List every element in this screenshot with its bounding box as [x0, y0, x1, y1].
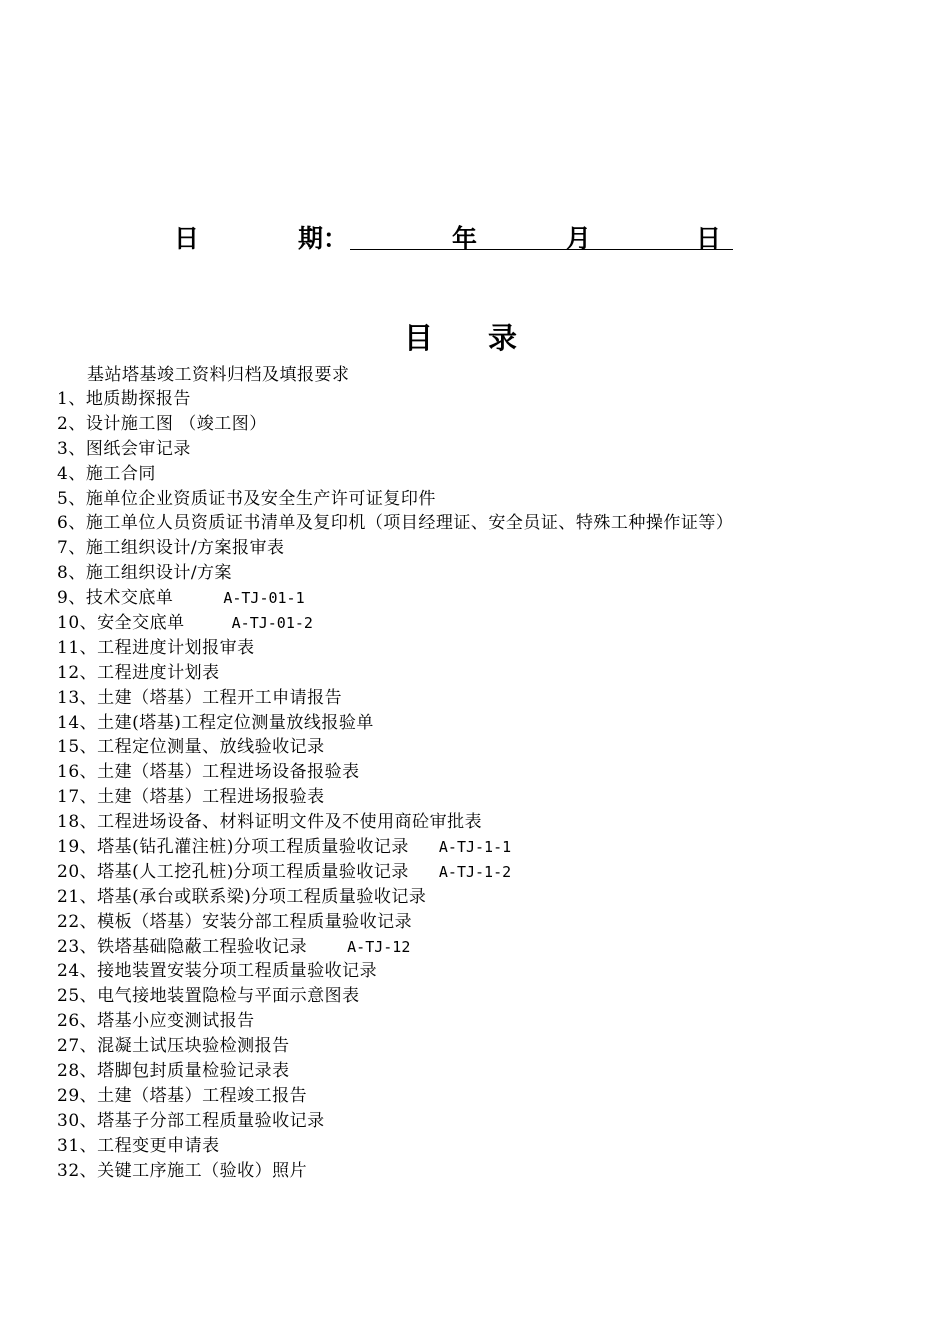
toc-item: [57, 835, 733, 860]
toc-item-form-code: A-TJ-01-1: [223, 589, 305, 608]
toc-item-separator: 、: [68, 463, 86, 484]
toc-item: [57, 636, 733, 661]
toc-item-number: 8: [57, 563, 69, 584]
toc-item-separator: 、: [79, 1036, 98, 1057]
toc-item-separator: 、: [79, 613, 98, 634]
toc-item-separator: 、: [79, 637, 98, 658]
toc-item: [57, 1084, 733, 1109]
toc-item: [57, 661, 733, 686]
toc-item-number: 12: [57, 662, 80, 683]
toc-item: [57, 1159, 733, 1184]
toc-item: [57, 785, 733, 810]
toc-item-separator: 、: [79, 861, 98, 882]
toc-item: [57, 437, 733, 462]
toc-item-text: 接地装置安装分项工程质量验收记录: [97, 961, 378, 982]
toc-item-text: 工程进度计划报审表: [97, 637, 255, 658]
toc-item-number: 28: [57, 1061, 80, 1082]
toc-item: [57, 561, 733, 586]
toc-item-separator: 、: [68, 438, 86, 459]
toc-item-separator: 、: [68, 488, 86, 509]
toc-item-text: 工程进场设备、材料证明文件及不使用商砼审批表: [97, 812, 483, 833]
toc-item: [57, 412, 733, 437]
toc-item-number: 22: [57, 911, 80, 932]
toc-intro: 基站塔基竣工资料归档及填报要求: [87, 365, 350, 385]
toc-item-number: 27: [57, 1036, 80, 1057]
toc-item-number: 18: [57, 812, 80, 833]
toc-item-text: 土建（塔基）工程竣工报告: [97, 1085, 308, 1106]
toc-item: [57, 935, 733, 960]
toc-item-text: 安全交底单: [97, 613, 185, 634]
date-label-period: 期：: [298, 224, 349, 253]
toc-item-number: 6: [57, 513, 69, 534]
toc-item-separator: 、: [79, 737, 98, 758]
toc-item-text: 塔基子分部工程质量验收记录: [97, 1110, 325, 1131]
toc-item-form-code: A-TJ-1-2: [438, 862, 512, 881]
toc-item-separator: 、: [79, 1011, 98, 1032]
toc-item-separator: 、: [79, 911, 98, 932]
toc-item: [57, 387, 733, 412]
toc-item-text: 图纸会审记录: [85, 438, 191, 459]
toc-item-separator: 、: [79, 1085, 98, 1106]
toc-item-form-code: A-TJ-1-1: [438, 838, 512, 857]
toc-item: [57, 959, 733, 984]
toc-item-separator: 、: [68, 588, 86, 609]
toc-item-text: 设计施工图 （竣工图）: [85, 413, 267, 434]
toc-item-number: 29: [57, 1085, 80, 1106]
toc-item-text: 施工单位人员资质证书清单及复印机（项目经理证、安全员证、特殊工种操作证等）: [85, 513, 734, 534]
toc-item: [57, 611, 733, 636]
toc-item-separator: 、: [79, 762, 98, 783]
toc-item-separator: 、: [79, 712, 98, 733]
toc-item: [57, 760, 733, 785]
toc-item: [57, 1009, 733, 1034]
toc-item-separator: 、: [68, 513, 86, 534]
toc-item: [57, 586, 733, 611]
toc-item-text: 混凝土试压块验检测报告: [97, 1036, 290, 1057]
toc-item: [57, 487, 733, 512]
toc-item-text: 地质勘探报告: [85, 389, 191, 409]
toc-item-number: 3: [57, 438, 69, 459]
toc-item-separator: 、: [79, 812, 98, 833]
toc-item-number: 4: [57, 463, 69, 484]
toc-item-separator: 、: [79, 936, 98, 957]
toc-item-form-code: A-TJ-01-2: [231, 614, 313, 633]
toc-item-number: 17: [57, 787, 80, 808]
toc-item-text: 土建（塔基）工程进场设备报验表: [97, 762, 360, 783]
toc-item-number: 26: [57, 1011, 80, 1032]
date-day: 日: [696, 224, 722, 253]
toc-item: [57, 686, 733, 711]
toc-item-text: 土建（塔基）工程进场报验表: [97, 787, 325, 808]
toc-item-number: 11: [57, 637, 80, 658]
toc-item-number: 23: [57, 936, 80, 957]
toc-item-text: 施工组织设计/方案: [85, 563, 233, 584]
toc-item-separator: 、: [79, 1135, 98, 1156]
toc-item-number: 24: [57, 961, 80, 982]
toc-item-text: 土建(塔基)工程定位测量放线报验单: [97, 712, 374, 733]
date-month: 月: [566, 224, 592, 253]
toc-item-number: 16: [57, 762, 80, 783]
toc-item-text: 塔基(人工挖孔桩)分项工程质量验收记录: [97, 861, 409, 882]
toc-item-text: 技术交底单: [85, 588, 174, 609]
toc-item-text: 塔基(钻孔灌注桩)分项工程质量验收记录: [97, 837, 409, 858]
toc-item-separator: 、: [79, 1160, 98, 1181]
toc-item-separator: 、: [79, 687, 98, 708]
toc-item-text: 施工组织设计/方案报审表: [85, 538, 285, 559]
toc-item: [57, 984, 733, 1009]
toc-item-number: 19: [57, 837, 80, 858]
date-year: 年: [452, 224, 478, 253]
toc-title: [0, 318, 950, 358]
toc-item: [57, 910, 733, 935]
toc-item-text: 工程定位测量、放线验收记录: [97, 737, 325, 758]
toc-item: [57, 1034, 733, 1059]
toc-item: [57, 1059, 733, 1084]
toc-item-number: 32: [57, 1160, 80, 1181]
toc-item: [57, 711, 733, 736]
toc-list: [57, 387, 733, 1184]
toc-item: [57, 1134, 733, 1159]
toc-item-number: 5: [57, 488, 69, 509]
toc-item-number: 7: [57, 538, 69, 559]
toc-item-text: 工程变更申请表: [97, 1135, 220, 1156]
toc-item-text: 模板（塔基）安装分部工程质量验收记录: [97, 911, 413, 932]
toc-item-separator: 、: [79, 961, 98, 982]
toc-item-separator: 、: [79, 1061, 98, 1082]
toc-item-number: 9: [57, 588, 69, 609]
toc-title-char-1: 目: [404, 321, 434, 355]
toc-item-separator: 、: [68, 413, 86, 434]
toc-item-number: 1: [57, 389, 69, 409]
toc-item-separator: 、: [79, 787, 98, 808]
toc-item-number: 31: [57, 1135, 80, 1156]
toc-item-separator: 、: [79, 1110, 98, 1131]
toc-item-separator: 、: [68, 538, 86, 559]
toc-item-number: 30: [57, 1110, 80, 1131]
toc-item-separator: 、: [68, 563, 86, 584]
toc-item-text: 关键工序施工（验收）照片: [97, 1160, 308, 1181]
toc-item-number: 2: [57, 413, 69, 434]
toc-item-number: 20: [57, 861, 80, 882]
date-label-day: 日: [174, 224, 200, 253]
toc-item-text: 塔基小应变测试报告: [97, 1011, 255, 1032]
date-underline: [350, 249, 733, 250]
toc-item-number: 15: [57, 737, 80, 758]
toc-item: [57, 511, 733, 536]
toc-title-char-2: 录: [488, 321, 518, 355]
toc-item-separator: 、: [79, 886, 98, 907]
toc-item: [57, 735, 733, 760]
toc-item: [57, 860, 733, 885]
toc-item-text: 电气接地装置隐检与平面示意图表: [97, 986, 360, 1007]
toc-item: [57, 536, 733, 561]
toc-item: [57, 810, 733, 835]
toc-item-number: 10: [57, 613, 80, 634]
toc-item-text: 施单位企业资质证书及安全生产许可证复印件: [85, 488, 436, 509]
toc-item-separator: 、: [79, 986, 98, 1007]
toc-item: [57, 885, 733, 910]
toc-item-number: 13: [57, 687, 80, 708]
date-line: [170, 222, 740, 258]
toc-item-text: 施工合同: [85, 463, 156, 484]
toc-item-text: 土建（塔基）工程开工申请报告: [97, 687, 343, 708]
toc-item-text: 塔脚包封质量检验记录表: [97, 1061, 290, 1082]
toc-item-separator: 、: [79, 662, 98, 683]
toc-item-number: 14: [57, 712, 80, 733]
toc-item-separator: 、: [68, 389, 86, 409]
toc-item: [57, 462, 733, 487]
toc-item-separator: 、: [79, 837, 98, 858]
toc-item-text: 工程进度计划表: [97, 662, 220, 683]
toc-item: [57, 1109, 733, 1134]
toc-item-form-code: A-TJ-12: [347, 937, 411, 956]
toc-item-text: 铁塔基础隐蔽工程验收记录: [97, 936, 308, 957]
toc-item-number: 25: [57, 986, 80, 1007]
toc-item-number: 21: [57, 886, 80, 907]
toc-item-text: 塔基(承台或联系梁)分项工程质量验收记录: [97, 886, 427, 907]
